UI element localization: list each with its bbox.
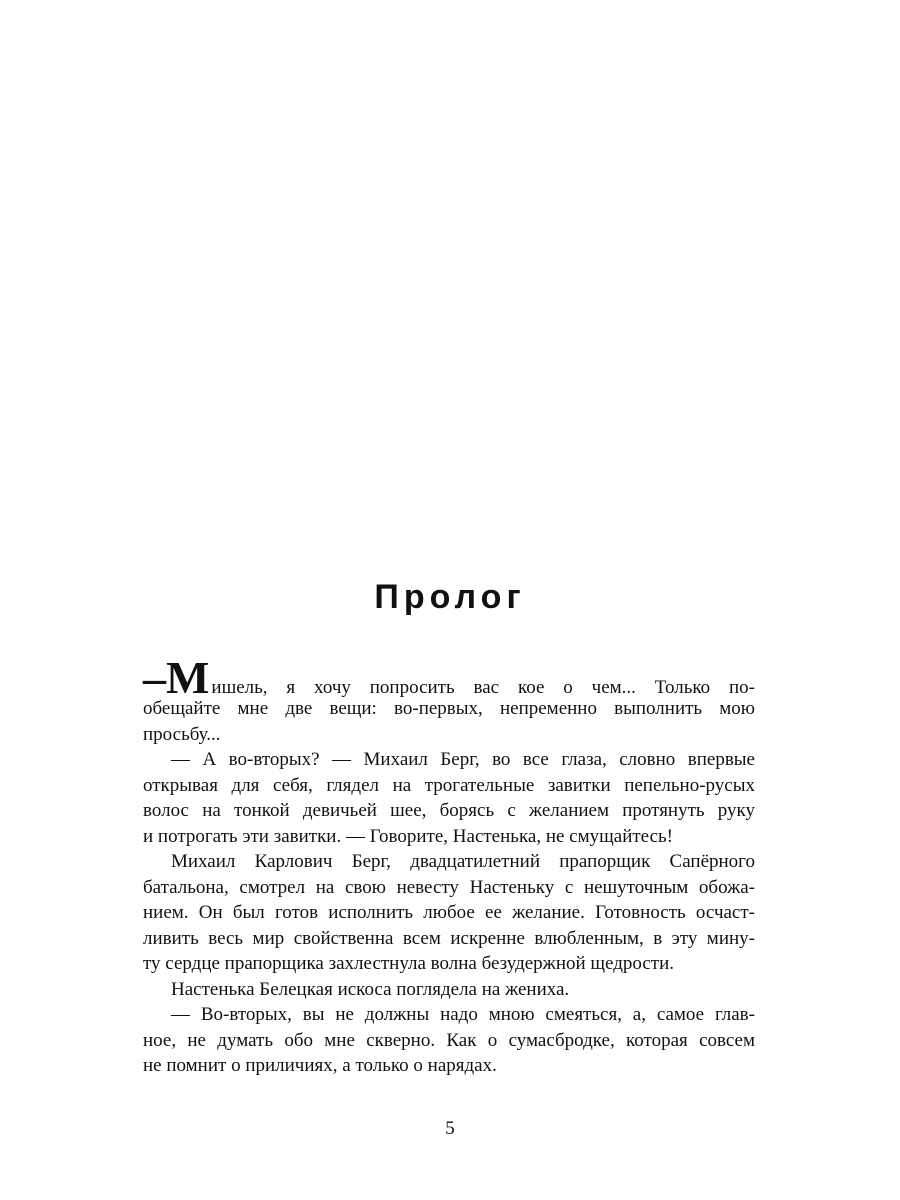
text-line: обещайте мне две вещи: во-первых, непременно выполнить мою	[143, 698, 755, 719]
text-line: Настенька Белецкая искоса поглядела на жениха.	[171, 978, 570, 1000]
text-line: Михаил Карлович Берг, двадцатилетний прапорщик Сапёрного	[171, 851, 755, 872]
text-line: ишель, я хочу попросить вас кое о чем... Только по-	[211, 677, 755, 698]
body-text	[143, 652, 755, 1079]
text-line: просьбу...	[143, 723, 221, 745]
drop-cap: –М	[143, 652, 210, 703]
text-line: батальона, смотрел на свою невесту Настеньку с нешуточным обожа-	[143, 876, 755, 898]
text-line: — Во-вторых, вы не должны надо мною смеяться, а, самое глав-	[171, 1004, 755, 1025]
text-line: и потрогать эти завитки. — Говорите, Настенька, не смущайтесь!	[143, 825, 673, 847]
text-line: ливить весь мир свойственна всем искренне влюбленным, в эту мину-	[143, 927, 755, 949]
text-line: открывая для себя, глядел на трогательные завитки пепельно-русых	[143, 774, 755, 796]
text-line: ное, не думать обо мне скверно. Как о сумасбродке, которая совсем	[143, 1029, 755, 1051]
text-line: ту сердце прапорщика захлестнула волна безудержной щедрости.	[143, 953, 675, 974]
page-number: 5	[445, 1118, 455, 1139]
text-line: не помнит о приличиях, а только о нарядах.	[143, 1055, 497, 1076]
text-line: — А во-вторых? — Михаил Берг, во все глаза, словно впервые	[171, 749, 755, 770]
chapter-title: Пролог	[374, 578, 526, 616]
first-line	[143, 652, 755, 703]
text-line: волос на тонкой девичьей шее, борясь с желанием протянуть руку	[143, 800, 755, 821]
text-line: нием. Он был готов исполнить любое ее желание. Готовность осчаст-	[143, 902, 755, 923]
